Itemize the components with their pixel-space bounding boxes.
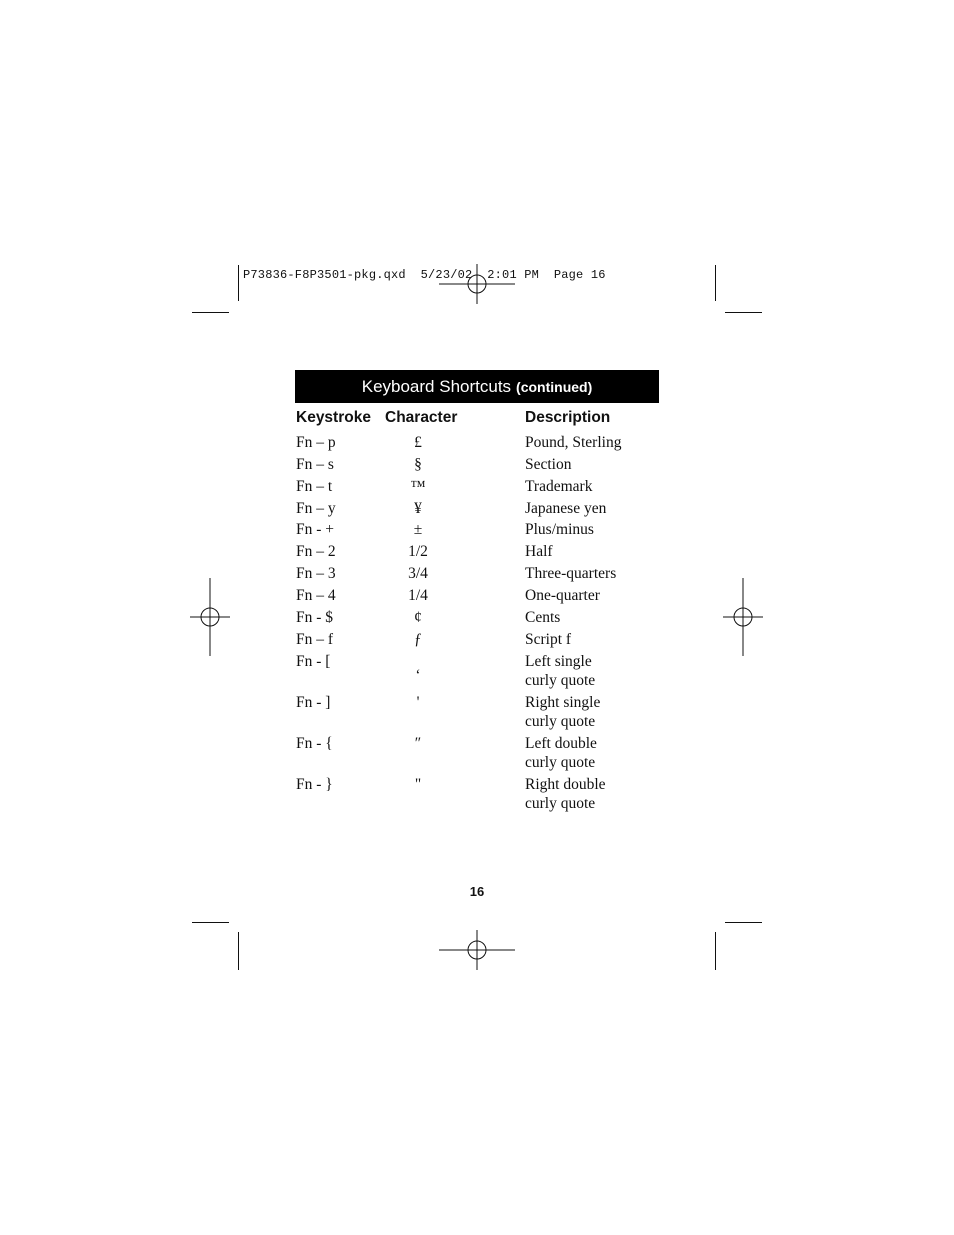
section-subtitle: (continued): [516, 378, 593, 395]
row-keystroke: Fn - ]: [296, 694, 331, 711]
row-character: ‘: [415, 667, 421, 684]
row-character: 1/2: [408, 543, 428, 560]
registration-mark-right-icon: [723, 578, 763, 656]
row-character: ƒ: [414, 631, 422, 648]
column-header-description: Description: [525, 409, 611, 426]
row-keystroke: Fn – 3: [296, 565, 336, 582]
row-character: ": [414, 776, 422, 793]
row-description: Three-quarters: [525, 565, 617, 582]
section-header: [295, 370, 659, 403]
column-header-keystroke: Keystroke: [296, 409, 371, 426]
row-keystroke: Fn - +: [296, 521, 335, 538]
row-description: Plus/minus: [525, 521, 594, 538]
row-character: §: [414, 456, 422, 473]
row-character: ¥: [414, 500, 422, 517]
file-slug: P73836-F8P3501-pkg.qxd 5/23/02 2:01 PM Page 16: [243, 268, 606, 282]
row-description: curly quote: [525, 672, 596, 689]
row-character: ¢: [414, 609, 422, 626]
row-character: ™: [410, 478, 426, 495]
row-keystroke: Fn – y: [296, 500, 336, 517]
row-description: curly quote: [525, 754, 596, 771]
page-number: 16: [469, 884, 485, 899]
row-keystroke: Fn – 2: [296, 543, 336, 560]
registration-mark-bottom-icon: [437, 930, 517, 970]
row-description: Right double: [525, 776, 606, 793]
crop-mark-top-left-vertical: [238, 265, 239, 301]
row-description: Pound, Sterling: [525, 434, 622, 451]
crop-mark-bottom-right-vertical: [715, 932, 716, 970]
section-title: Keyboard Shortcuts: [361, 376, 512, 396]
row-description: Section: [525, 456, 572, 473]
row-description: Trademark: [525, 478, 593, 495]
row-description: Right single: [525, 694, 601, 711]
row-character: 3/4: [408, 565, 428, 582]
row-description: Japanese yen: [525, 500, 607, 517]
row-keystroke: Fn – p: [296, 434, 336, 451]
row-character: 1/4: [408, 587, 428, 604]
crop-mark-top-right-horizontal: [725, 312, 762, 313]
row-keystroke: Fn - }: [296, 776, 333, 793]
row-character: ″: [414, 735, 422, 752]
row-description: One-quarter: [525, 587, 600, 604]
crop-mark-bottom-left-vertical: [238, 932, 239, 970]
row-description: Left single: [525, 653, 592, 670]
row-keystroke: Fn – 4: [296, 587, 336, 604]
column-header-character: Character: [385, 409, 458, 426]
registration-mark-top-icon: [437, 264, 517, 304]
row-character: ±: [413, 521, 423, 538]
row-description: curly quote: [525, 795, 596, 812]
row-description: Left double: [525, 735, 597, 752]
crop-mark-top-right-vertical: [715, 265, 716, 301]
row-keystroke: Fn – s: [296, 456, 334, 473]
crop-mark-bottom-left-horizontal: [192, 922, 229, 923]
row-keystroke: Fn – t: [296, 478, 333, 495]
row-description: curly quote: [525, 713, 596, 730]
row-keystroke: Fn – f: [296, 631, 334, 648]
row-keystroke: Fn - $: [296, 609, 334, 626]
row-character: £: [414, 434, 422, 451]
crop-mark-top-left-horizontal: [192, 312, 229, 313]
row-description: Cents: [525, 609, 561, 626]
row-character: ': [416, 694, 420, 711]
row-keystroke: Fn - [: [296, 653, 331, 670]
row-keystroke: Fn - {: [296, 735, 333, 752]
row-description: Script f: [525, 631, 572, 648]
crop-mark-bottom-right-horizontal: [725, 922, 762, 923]
registration-mark-left-icon: [190, 578, 230, 656]
row-description: Half: [525, 543, 553, 560]
